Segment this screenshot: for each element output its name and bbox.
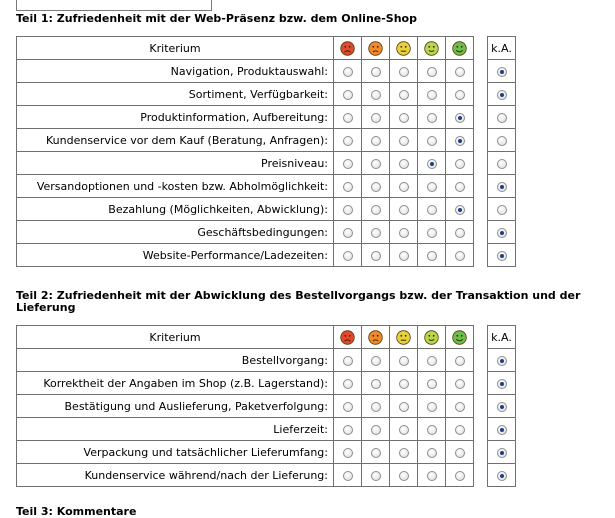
rating-radio-3[interactable] (399, 251, 409, 261)
table-row (17, 441, 516, 464)
table-row (17, 221, 516, 244)
rating-radio-4[interactable] (427, 471, 437, 481)
rating-radio-4[interactable] (427, 402, 437, 412)
column-gap (474, 464, 488, 487)
rating-radio-3[interactable] (399, 67, 409, 77)
column-gap (474, 418, 488, 441)
no-answer-radio[interactable] (497, 228, 507, 238)
table-header-row (17, 326, 516, 349)
rating-radio-4[interactable] (427, 90, 437, 100)
table-row (17, 349, 516, 372)
rating-radio-1[interactable] (343, 67, 353, 77)
column-gap (474, 83, 488, 106)
column-gap (474, 175, 488, 198)
table-header-row (17, 37, 516, 60)
table-row (17, 129, 516, 152)
criterion-label: Verpackung und tatsächlicher Lieferumfang: (17, 441, 334, 464)
rating-radio-2[interactable] (371, 159, 381, 169)
criterion-label: Geschäftsbedingungen: (17, 221, 334, 244)
criterion-label: Kundenservice vor dem Kauf (Beratung, Anfragen): (17, 129, 334, 152)
rating-radio-5[interactable] (455, 448, 465, 458)
rating-radio-4[interactable] (427, 159, 437, 169)
no-answer-radio[interactable] (497, 425, 507, 435)
very-unhappy-smiley-icon (340, 41, 355, 56)
rating-radio-1[interactable] (343, 90, 353, 100)
no-answer-radio[interactable] (497, 402, 507, 412)
rating-radio-1[interactable] (343, 379, 353, 389)
rating-radio-4[interactable] (427, 228, 437, 238)
column-gap (474, 129, 488, 152)
rating-radio-2[interactable] (371, 379, 381, 389)
rating-radio-4[interactable] (427, 136, 437, 146)
table-row (17, 198, 516, 221)
no-answer-radio[interactable] (497, 379, 507, 389)
very-happy-smiley-icon (452, 41, 467, 56)
rating-radio-5[interactable] (455, 228, 465, 238)
rating-radio-4[interactable] (427, 251, 437, 261)
table-row (17, 152, 516, 175)
rating-radio-3[interactable] (399, 379, 409, 389)
column-gap (474, 372, 488, 395)
no-answer-radio[interactable] (497, 471, 507, 481)
rating-radio-3[interactable] (399, 356, 409, 366)
no-answer-radio[interactable] (497, 205, 507, 215)
column-gap (474, 106, 488, 129)
part2-title: Teil 2: Zufriedenheit mit der Abwicklung des Bestellvorgangs bzw. der Transaktion und der Lieferung (16, 289, 581, 314)
criterion-header: Kriterium (17, 37, 334, 60)
criterion-header: Kriterium (17, 326, 334, 349)
rating-radio-2[interactable] (371, 113, 381, 123)
rating-radio-5[interactable] (455, 113, 465, 123)
criterion-label: Website-Performance/Ladezeiten: (17, 244, 334, 267)
rating-radio-5[interactable] (455, 90, 465, 100)
no-answer-radio[interactable] (497, 113, 507, 123)
rating-radio-3[interactable] (399, 228, 409, 238)
rating-radio-3[interactable] (399, 471, 409, 481)
rating-radio-2[interactable] (371, 425, 381, 435)
table-row (17, 244, 516, 267)
table-row (17, 464, 516, 487)
rating-radio-1[interactable] (343, 356, 353, 366)
rating-radio-4[interactable] (427, 205, 437, 215)
rating-radio-5[interactable] (455, 67, 465, 77)
criterion-label: Preisniveau: (17, 152, 334, 175)
rating-radio-1[interactable] (343, 182, 353, 192)
no-answer-radio[interactable] (497, 448, 507, 458)
column-gap (474, 221, 488, 244)
rating-radio-1[interactable] (343, 425, 353, 435)
rating-radio-3[interactable] (399, 113, 409, 123)
rating-radio-2[interactable] (371, 67, 381, 77)
very-unhappy-smiley-icon (340, 330, 355, 345)
rating-radio-2[interactable] (371, 136, 381, 146)
criterion-label: Bezahlung (Möglichkeiten, Abwicklung): (17, 198, 334, 221)
happy-smiley-icon (424, 41, 439, 56)
rating-radio-1[interactable] (343, 402, 353, 412)
rating-radio-3[interactable] (399, 448, 409, 458)
rating-radio-5[interactable] (455, 251, 465, 261)
criterion-label: Bestellvorgang: (17, 349, 334, 372)
criterion-label: Sortiment, Verfügbarkeit: (17, 83, 334, 106)
criterion-label: Navigation, Produktauswahl: (17, 60, 334, 83)
rating-radio-2[interactable] (371, 448, 381, 458)
unhappy-smiley-icon (368, 41, 383, 56)
rating-radio-1[interactable] (343, 471, 353, 481)
no-answer-header: k.A. (488, 37, 516, 60)
table-row (17, 395, 516, 418)
rating-radio-2[interactable] (371, 228, 381, 238)
rating-radio-5[interactable] (455, 205, 465, 215)
rating-radio-3[interactable] (399, 136, 409, 146)
rating-radio-1[interactable] (343, 228, 353, 238)
rating-radio-1[interactable] (343, 251, 353, 261)
unhappy-smiley-icon (368, 330, 383, 345)
previous-input-box[interactable] (16, 0, 212, 11)
rating-radio-5[interactable] (455, 379, 465, 389)
no-answer-radio[interactable] (497, 182, 507, 192)
column-gap (474, 37, 488, 60)
part1-title: Teil 1: Zufriedenheit mit der Web-Präsenz bzw. dem Online-Shop (16, 12, 417, 25)
rating-radio-3[interactable] (399, 182, 409, 192)
rating-radio-5[interactable] (455, 402, 465, 412)
rating-radio-2[interactable] (371, 471, 381, 481)
criterion-label: Bestätigung und Auslieferung, Paketverfolgung: (17, 395, 334, 418)
criterion-label: Korrektheit der Angaben im Shop (z.B. Lagerstand): (17, 372, 334, 395)
rating-radio-5[interactable] (455, 159, 465, 169)
rating-radio-3[interactable] (399, 90, 409, 100)
rating-radio-1[interactable] (343, 159, 353, 169)
neutral-smiley-icon (396, 41, 411, 56)
rating-radio-2[interactable] (371, 182, 381, 192)
happy-smiley-icon (424, 330, 439, 345)
rating-radio-3[interactable] (399, 205, 409, 215)
table-row (17, 60, 516, 83)
column-gap (474, 244, 488, 267)
rating-radio-4[interactable] (427, 425, 437, 435)
rating-radio-5[interactable] (455, 182, 465, 192)
rating-radio-1[interactable] (343, 448, 353, 458)
no-answer-radio[interactable] (497, 136, 507, 146)
rating-radio-1[interactable] (343, 113, 353, 123)
table-row (17, 83, 516, 106)
rating-radio-2[interactable] (371, 402, 381, 412)
table-row (17, 418, 516, 441)
no-answer-radio[interactable] (497, 159, 507, 169)
criterion-label: Lieferzeit: (17, 418, 334, 441)
column-gap (474, 60, 488, 83)
no-answer-radio[interactable] (497, 356, 507, 366)
rating-radio-1[interactable] (343, 136, 353, 146)
rating-radio-5[interactable] (455, 136, 465, 146)
rating-radio-5[interactable] (455, 471, 465, 481)
rating-radio-2[interactable] (371, 251, 381, 261)
no-answer-radio[interactable] (497, 67, 507, 77)
rating-radio-3[interactable] (399, 159, 409, 169)
no-answer-header: k.A. (488, 326, 516, 349)
rating-radio-4[interactable] (427, 113, 437, 123)
table-row (17, 106, 516, 129)
rating-radio-2[interactable] (371, 90, 381, 100)
part3-title: Teil 3: Kommentare (16, 505, 137, 518)
rating-radio-4[interactable] (427, 356, 437, 366)
rating-radio-4[interactable] (427, 67, 437, 77)
table-row (17, 175, 516, 198)
column-gap (474, 152, 488, 175)
rating-radio-5[interactable] (455, 356, 465, 366)
table-row (17, 372, 516, 395)
column-gap (474, 441, 488, 464)
rating-radio-4[interactable] (427, 182, 437, 192)
criterion-label: Produktinformation, Aufbereitung: (17, 106, 334, 129)
criterion-label: Kundenservice während/nach der Lieferung: (17, 464, 334, 487)
neutral-smiley-icon (396, 330, 411, 345)
part1-rating-table (16, 36, 516, 267)
part2-rating-table (16, 325, 516, 487)
very-happy-smiley-icon (452, 330, 467, 345)
rating-radio-3[interactable] (399, 402, 409, 412)
rating-radio-5[interactable] (455, 425, 465, 435)
rating-radio-2[interactable] (371, 356, 381, 366)
rating-radio-4[interactable] (427, 448, 437, 458)
rating-radio-4[interactable] (427, 379, 437, 389)
no-answer-radio[interactable] (497, 251, 507, 261)
no-answer-radio[interactable] (497, 90, 507, 100)
column-gap (474, 395, 488, 418)
column-gap (474, 198, 488, 221)
criterion-label: Versandoptionen und -kosten bzw. Abholmöglichkeit: (17, 175, 334, 198)
column-gap (474, 349, 488, 372)
column-gap (474, 326, 488, 349)
rating-radio-1[interactable] (343, 205, 353, 215)
rating-radio-3[interactable] (399, 425, 409, 435)
rating-radio-2[interactable] (371, 205, 381, 215)
